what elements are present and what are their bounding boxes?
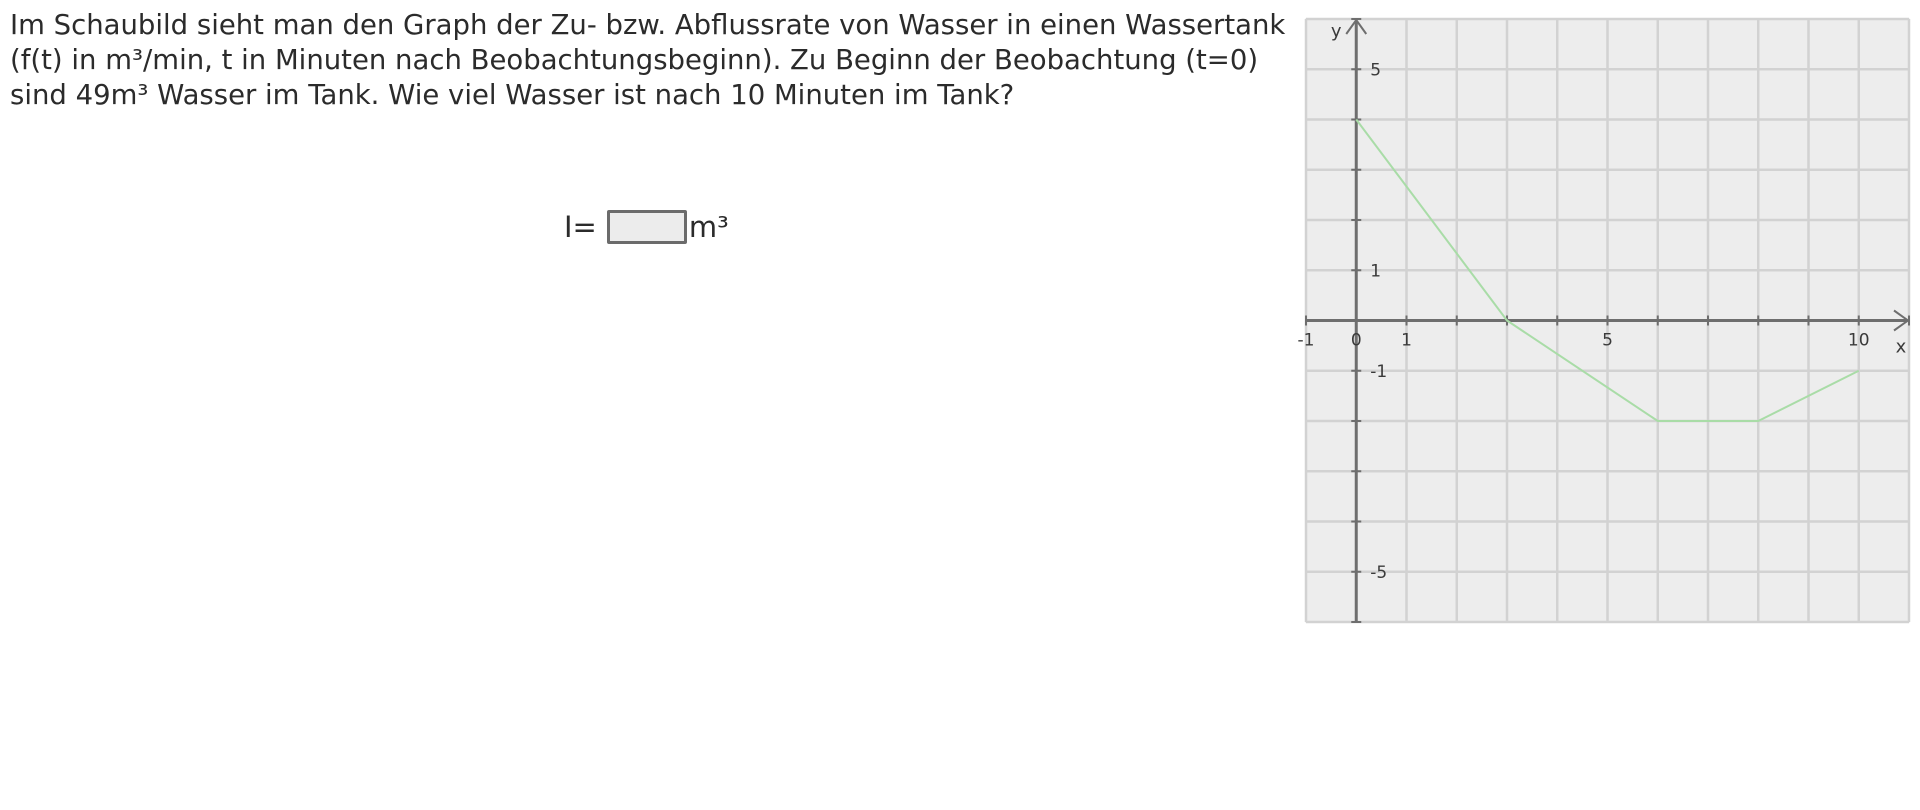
task-text: Im Schaubild sieht man den Graph der Zu- bzw. Abflussrate von Wasser in einen Wassertank (f(t) in m³/min, t in Minuten nach Beobachtungsbeginn). Zu Beginn der Beobachtung (t=0) sind 49m³ Wasser im Tank. Wie viel Wasser ist nach 10 Minuten im Tank? [10,9,1286,111]
x-tick-label: 0 [1350,330,1362,351]
y-tick-label: 5 [1370,60,1382,81]
x-tick-label: 5 [1602,330,1613,351]
function-graph [1297,19,1909,622]
x-tick-label: -1 [1297,330,1315,351]
y-tick-label: 1 [1370,261,1382,282]
y-tick-label: -5 [1370,562,1388,583]
x-tick-label: 1 [1401,330,1412,351]
answer-unit: m³ [688,210,729,244]
answer-input[interactable] [607,210,687,244]
answer-row [564,205,729,249]
answer-label: I= [564,210,597,244]
x-tick-label: 10 [1847,330,1870,351]
graph-svg [1297,19,1909,622]
y-axis-label: y [1330,21,1342,42]
x-axis-label: x [1895,336,1907,358]
y-tick-label: -1 [1370,361,1388,382]
